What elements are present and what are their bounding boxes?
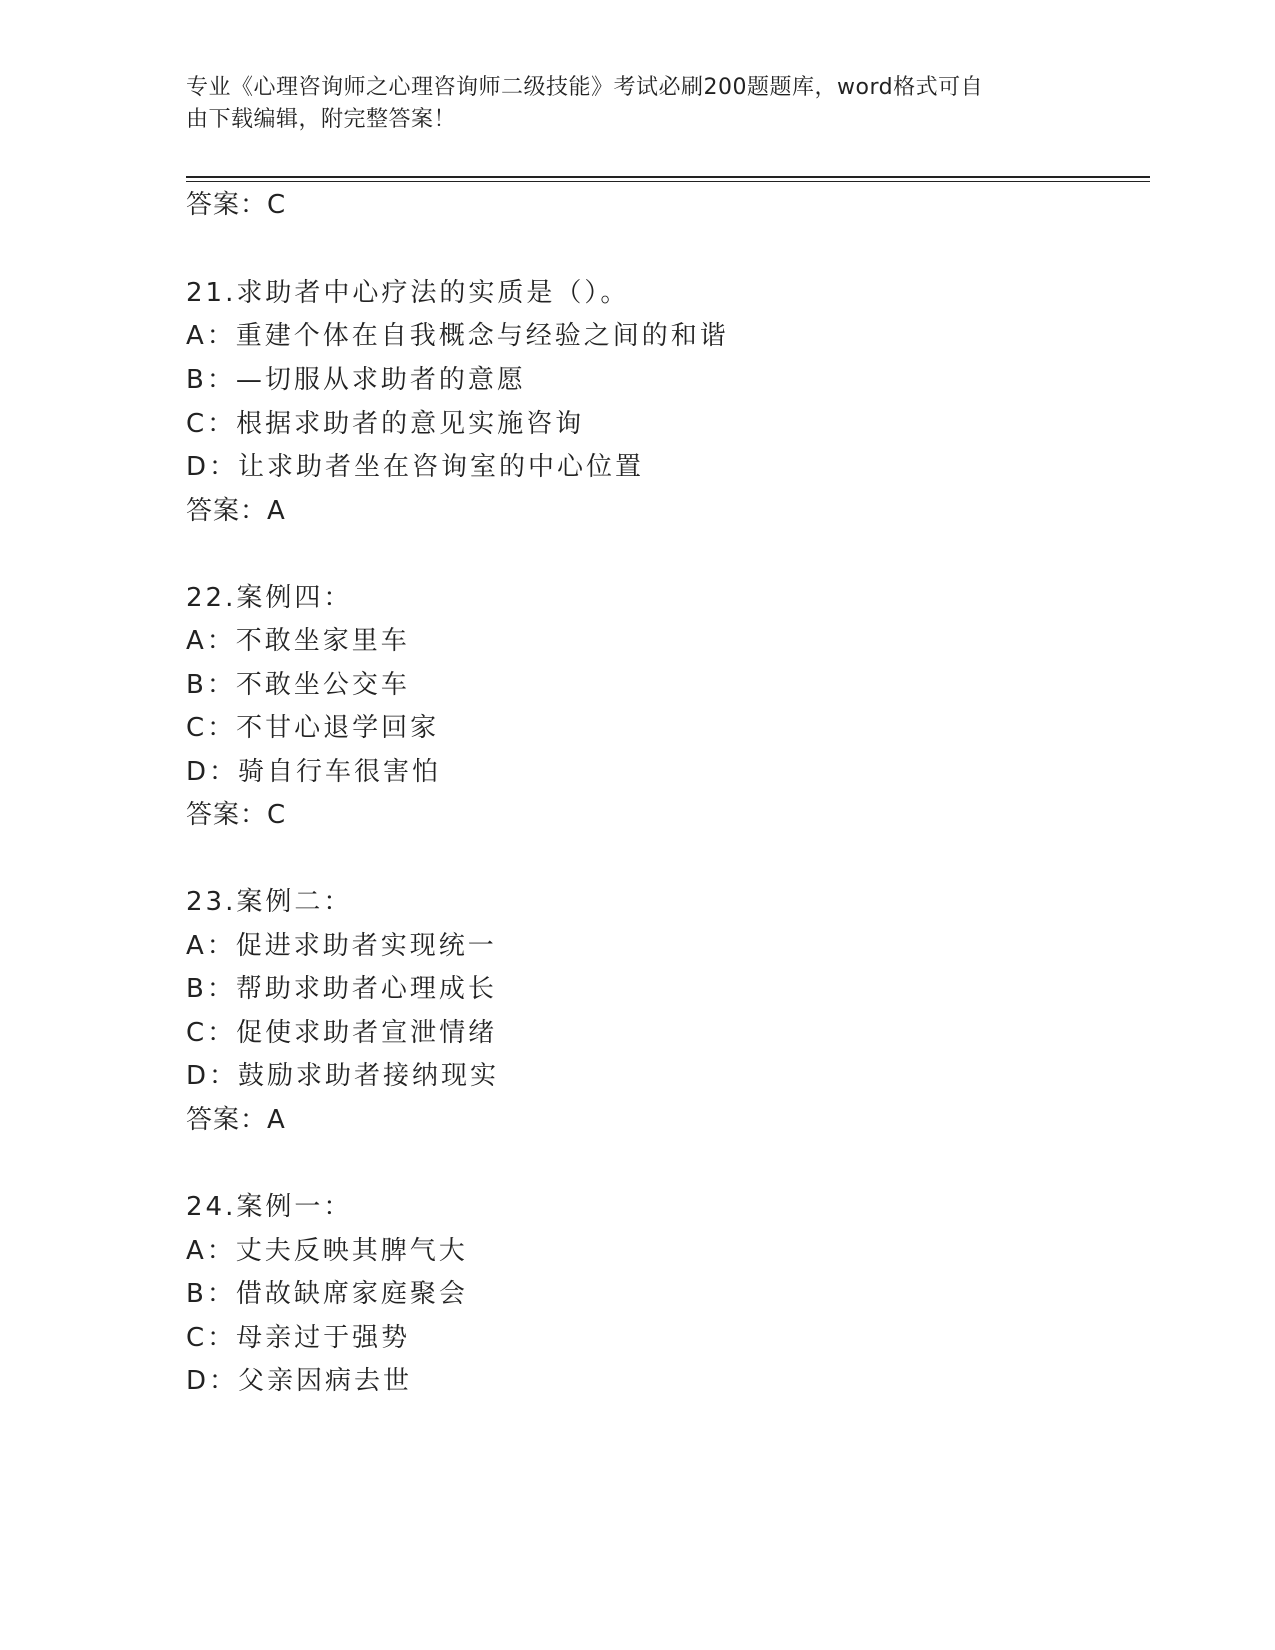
option-c: C：母亲过于强势 bbox=[186, 1323, 411, 1353]
option-c: C：不甘心退学回家 bbox=[186, 713, 440, 743]
question-stem: 23.案例二： bbox=[186, 887, 353, 917]
question-stem: 24.案例一： bbox=[186, 1192, 353, 1222]
option-a: A：重建个体在自我概念与经验之间的和谐 bbox=[186, 321, 729, 351]
question-stem: 21.求助者中心疗法的实质是（）。 bbox=[186, 278, 630, 308]
option-c: C：促使求助者宣泄情绪 bbox=[186, 1018, 498, 1048]
option-a: A：丈夫反映其脾气大 bbox=[186, 1236, 468, 1266]
answer-line: 答案：A bbox=[186, 1105, 286, 1135]
option-b: B：帮助求助者心理成长 bbox=[186, 974, 497, 1004]
option-b: B：借故缺席家庭聚会 bbox=[186, 1279, 468, 1309]
option-b: B：不敢坐公交车 bbox=[186, 670, 410, 700]
option-d: D：骑自行车很害怕 bbox=[186, 757, 442, 787]
document-header bbox=[186, 72, 1066, 136]
answer-line: 答案：A bbox=[186, 496, 286, 526]
answer-line: 答案：C bbox=[186, 800, 287, 830]
header-divider-thin bbox=[186, 181, 1150, 182]
option-c: C：根据求助者的意见实施咨询 bbox=[186, 409, 585, 439]
option-a: A：促进求助者实现统一 bbox=[186, 931, 497, 961]
option-a: A：不敢坐家里车 bbox=[186, 626, 410, 656]
header-line-2: 由下载编辑，附完整答案！ bbox=[186, 107, 457, 132]
header-divider-thick bbox=[186, 176, 1150, 178]
option-d: D：鼓励求助者接纳现实 bbox=[186, 1061, 500, 1091]
option-b: B：—切服从求助者的意愿 bbox=[186, 365, 526, 395]
question-stem: 22.案例四： bbox=[186, 583, 353, 613]
answer-line: 答案：C bbox=[186, 190, 287, 220]
header-line-1: 专业《心理咨询师之心理咨询师二级技能》考试必刷200题题库，word格式可自 bbox=[186, 75, 984, 100]
option-d: D：父亲因病去世 bbox=[186, 1366, 413, 1396]
option-d: D：让求助者坐在咨询室的中心位置 bbox=[186, 452, 645, 482]
